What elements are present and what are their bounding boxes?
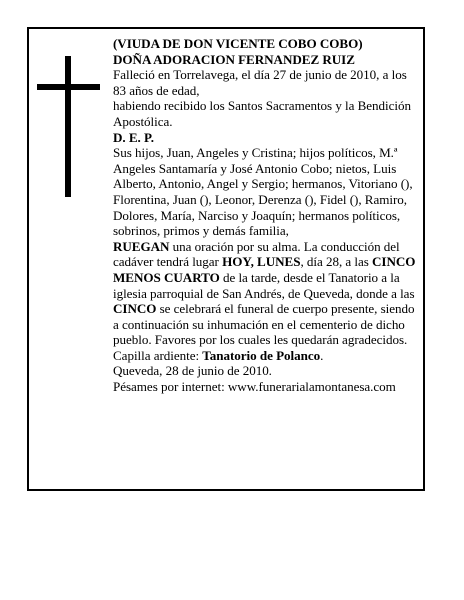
sacraments-line: habiendo recibido los Santos Sacramentos y la Bendición Apostólica. bbox=[113, 98, 411, 129]
hoy-lunes: HOY, LUNES bbox=[222, 254, 301, 270]
condolences-line: Pésames por internet: www.funerarialamontanesa.com bbox=[113, 379, 396, 395]
widow-of-line: (VIUDA DE DON VICENTE COBO COBO) bbox=[113, 36, 363, 51]
cross-icon bbox=[65, 56, 71, 197]
place-date: Queveda, 28 de junio de 2010. bbox=[113, 363, 272, 379]
deceased-name: DOÑA ADORACION FERNANDEZ RUIZ bbox=[113, 51, 355, 67]
chapel-period: . bbox=[320, 347, 324, 363]
family-list: Sus hijos, Juan, Angeles y Cristina; hijos políticos, M.ª Angeles Santamaría y José Antonio Cobo; nietos, Luis Alberto, Antonio, Angel y Sergio; hermanos, Vitoriano (), Florentina, Juan (), Leonor, Derenza (), Fidel (), Ramiro, Dolores, María, Narciso y Joaquín; hermanos políticos, sobrinos, primos y demás familia, bbox=[113, 145, 413, 239]
ruegan-word: RUEGAN bbox=[113, 238, 170, 254]
prayer-text: una oración por su alma. La conducción del cadáver tendrá lugar bbox=[113, 238, 400, 270]
date-text: , día 28, a las bbox=[300, 254, 372, 270]
funeral-text: se celebrará el funeral de cuerpo presente, siendo a continuación su inhumación en el cementerio de dicho pueblo. Favores por los cuales les quedarán agradecidos. Capilla ardiente: bbox=[113, 301, 415, 363]
death-details: Falleció en Torrelavega, el día 27 de junio de 2010, a los 83 años de edad, bbox=[113, 67, 407, 98]
route-text: de la tarde, desde el Tanatorio a la iglesia parroquial de San Andrés, de Queveda, donde a las bbox=[113, 269, 415, 301]
procession-time: CINCO MENOS CUARTO bbox=[113, 254, 416, 285]
cross-icon-bar bbox=[37, 84, 100, 90]
funeral-time: CINCO bbox=[113, 301, 157, 317]
obituary-text bbox=[113, 36, 421, 395]
chapel-location: Tanatorio de Polanco bbox=[202, 347, 321, 363]
dep-line: D. E. P. bbox=[113, 129, 154, 145]
ceremony-details bbox=[113, 239, 421, 364]
